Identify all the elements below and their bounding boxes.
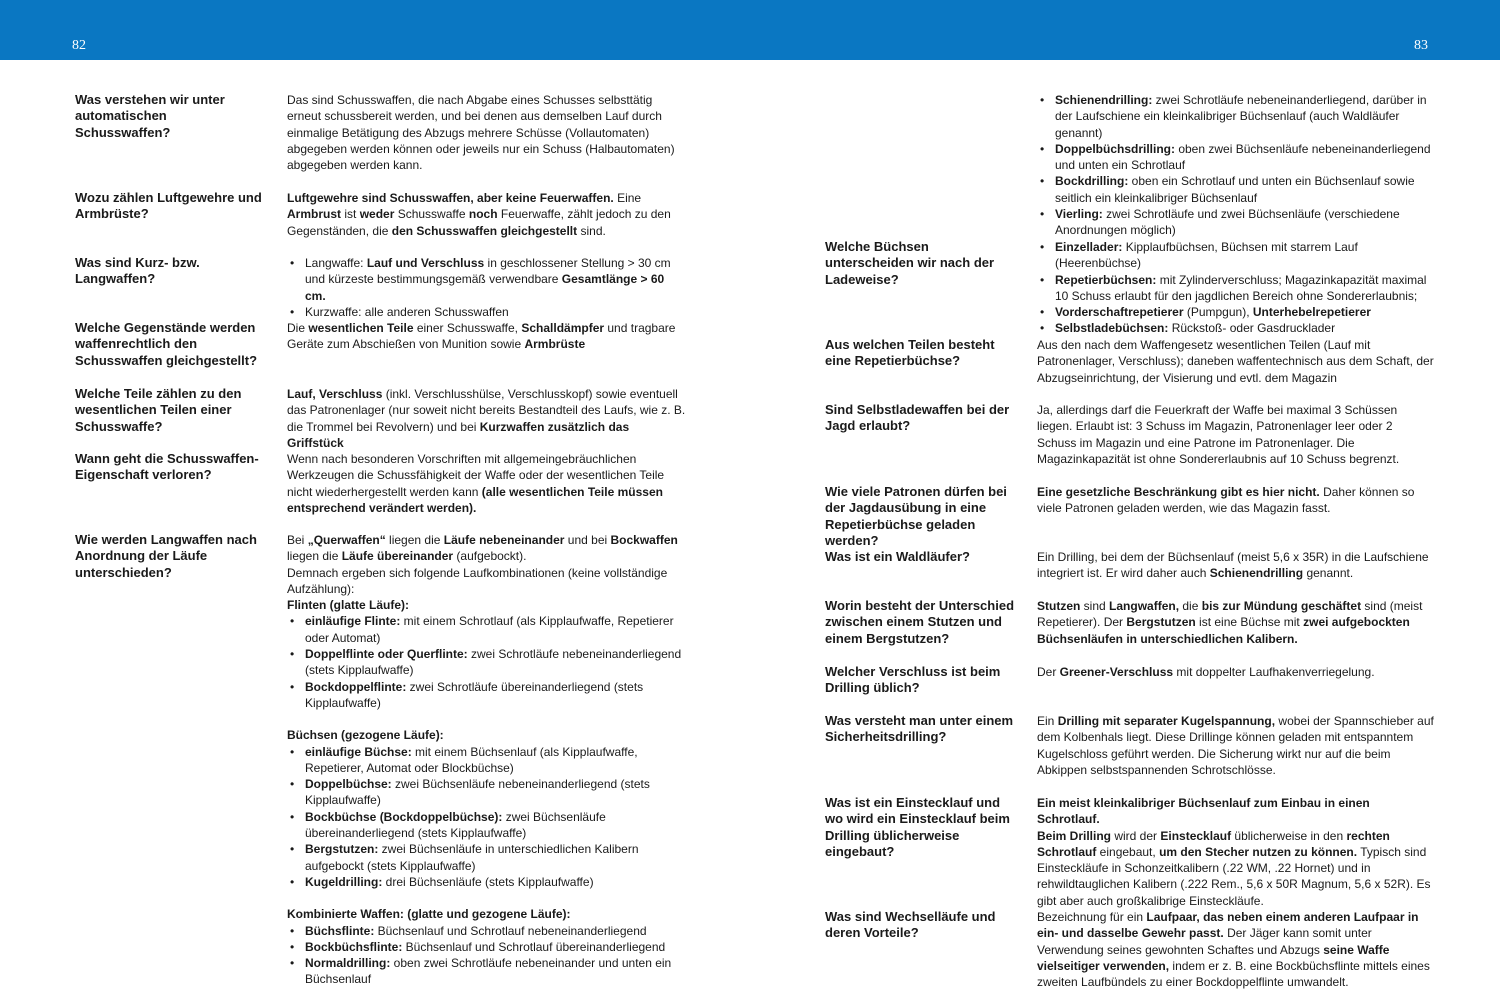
- list-item: • Vorderschaftrepetierer (Pumpgun), Unterhebelrepetierer: [1037, 304, 1435, 320]
- list-item: • Doppelbüchsdrilling: oben zwei Büchsenläufe nebeneinanderliegend und unten ein Schrotlauf: [1037, 141, 1435, 174]
- list-item: • Normaldrilling: oben zwei Schrotläufe nebeneinander und unten ein Büchsenlauf: [287, 955, 687, 988]
- list-item: • Kugeldrilling: drei Büchsenläufe (stets Kipplaufwaffe): [287, 874, 687, 890]
- answer: Lauf, Verschluss (inkl. Verschlusshülse, Verschlusskopf) sowie eventuell das Patronenlager (nur soweit nicht bereits Bestandteil des Laufs, wie z. B. die Trommel bei Revolvern) und bei Kurzwaffen zusätzlich das Griffstück: [287, 387, 686, 450]
- list-item: • Selbstladebüchsen: Rückstoß- oder Gasdrucklader: [1037, 320, 1435, 336]
- list-item: • Bockdoppelflinte: zwei Schrotläufe übereinanderliegend (stets Kipplaufwaffe): [287, 679, 687, 712]
- answer: Luftgewehre sind Schusswaffen, aber keine Feuerwaffen. Eine Armbrust ist weder Schusswaffe noch Feuerwaffe, zählt jedoch zu den Gegenständen, die den Schusswaffen gleichgestellt sind.: [287, 191, 671, 238]
- question: Sind Selbstladewaffen bei der Jagd erlaubt?: [825, 402, 1010, 434]
- answer: Eine gesetzliche Beschränkung gibt es hier nicht. Daher können so viele Patronen geladen werden, wie das Magazin fasst.: [1037, 485, 1415, 516]
- subheading: Flinten (glatte Läufe):: [287, 598, 409, 613]
- list-item: • Bergstutzen: zwei Büchsenläufe in unterschiedlichen Kalibern aufgebockt (stets Kipplaufwaffe): [287, 841, 687, 874]
- list-item: • einläufige Flinte: mit einem Schrotlauf (als Kipplaufwaffe, Repetierer oder Automat): [287, 613, 687, 646]
- header-bar: [0, 0, 1500, 60]
- list-item: • Doppelflinte oder Querflinte: zwei Schrotläufe nebeneinanderliegend (stets Kipplaufwaffe): [287, 646, 687, 679]
- list-item: • Vierling: zwei Schrotläufe und zwei Büchsenläufe (verschiedene Anordnungen möglich): [1037, 206, 1435, 239]
- list-item: • Einzellader: Kipplaufbüchsen, Büchsen mit starrem Lauf (Heerenbüchse): [1037, 239, 1435, 272]
- answer: Stutzen sind Langwaffen, die bis zur Mündung geschäftet sind (meist Repetierer). Der Bergstutzen ist eine Büchse mit zwei aufgebockten Büchsenläufen in unterschiedlichen Kalibern.: [1037, 599, 1423, 646]
- question: Was ist ein Einstecklauf und wo wird ein Einstecklauf beim Drilling üblicherweise eingebaut?: [825, 795, 1010, 859]
- question: Welcher Verschluss ist beim Drilling üblich?: [825, 664, 1001, 696]
- question: Was sind Kurz- bzw. Langwaffen?: [75, 255, 200, 287]
- list-item: • Büchsflinte: Büchsenlauf und Schrotlauf nebeneinanderliegend: [287, 923, 687, 939]
- answer: Ein Drilling, bei dem der Büchsenlauf (meist 5,6 x 35R) in die Laufschiene integriert ist. Er wird daher auch Schienendrilling genannt.: [1037, 550, 1429, 581]
- question: Wann geht die Schusswaffen-Eigenschaft verloren?: [75, 451, 259, 483]
- question: Wie werden Langwaffen nach Anordnung der Läufe unterschieden?: [75, 532, 257, 580]
- answer: Wenn nach besonderen Vorschriften mit allgemeingebräuchlichen Werkzeugen die Schussfähigkeit der Waffe oder der wesentlichen Teile nicht wiederhergestellt werden kann (alle wesentlichen Teile müssen entsprechend verändert werden).: [287, 452, 665, 515]
- list-item: • einläufige Büchse: mit einem Büchsenlauf (als Kipplaufwaffe, Repetierer, Automat oder Blockbüchse): [287, 744, 687, 777]
- answer: [1037, 239, 1435, 337]
- question: Was versteht man unter einem Sicherheitsdrilling?: [825, 713, 1014, 745]
- list-item: • Bockbüchse (Bockdoppelbüchse): zwei Büchsenläufe übereinanderliegend (stets Kipplaufwaffe): [287, 809, 687, 842]
- list-item: • Bockdrilling: oben ein Schrotlauf und unten ein Büchsenlauf sowie seitlich ein kleinkalibriger Büchsenlauf: [1037, 173, 1435, 206]
- list-item: • Doppelbüchse: zwei Büchsenläufe nebeneinanderliegend (stets Kipplaufwaffe): [287, 776, 687, 809]
- question: Wozu zählen Luftgewehre und Armbrüste?: [75, 190, 262, 222]
- list-item: • Langwaffe: Lauf und Verschluss in geschlossener Stellung > 30 cm und kürzeste bestimmungsgemäß verwendbare Gesamtlänge > 60 cm.: [287, 255, 687, 304]
- answer: [1037, 92, 1435, 239]
- page-number-left: 82: [72, 38, 86, 53]
- answer: Ja, allerdings darf die Feuerkraft der Waffe bei maximal 3 Schüssen liegen. Erlaubt ist: 3 Schuss im Magazin, Patronenlager leer oder 2 Schuss im Magazin und eine Patrone im Patronenlager. Die Magazinkapazität ist ohne Sondererlaubnis auf 10 Schuss begrenzt.: [1037, 403, 1400, 466]
- answer: [287, 255, 687, 320]
- page-number-right: 83: [1414, 38, 1428, 53]
- answer: Ein Drilling mit separater Kugelspannung, wobei der Spannschieber auf dem Kolbenhals liegt. Diese Drillinge können geladen mit entspanntem Kugelschloss geführt werden. Die Sicherung wirkt nur auf die beim Abkippen selbstspannenden Schrotschlösse.: [1037, 714, 1434, 777]
- question: Aus welchen Teilen besteht eine Repetierbüchse?: [825, 337, 995, 369]
- answer: Die wesentlichen Teile einer Schusswaffe, Schalldämpfer und tragbare Geräte zum Abschießen von Munition sowie Armbrüste: [287, 321, 676, 352]
- question: Welche Teile zählen zu den wesentlichen Teilen einer Schusswaffe?: [75, 386, 242, 434]
- answer: Bei „Querwaffen“ liegen die Läufe nebeneinander und bei Bockwaffen liegen die Läufe übereinander (aufgebockt). Demnach ergeben sich folgende Laufkombinationen (keine vollständige Aufzählung): Flinten (glatte Läufe): • einläufige Flinte: mit einem Schrotlauf (als Kipplaufwaffe, Repetierer oder Automat) • Doppelflinte oder Querflinte: zwei Schrotläufe nebeneinanderliegend (stets Kipplaufwaffe) • Bockdoppelflinte: zwei Schrotläufe übereinanderliegend (stets Kipplaufwaffe) Büchsen (gezogene Läufe): • einläufige Büchse: mit einem Büchsenlauf (als Kipplaufwaffe, Repetierer, Automat oder Blockbüchse) • Doppelbüchse: zwei Büchsenläufe nebeneinanderliegend (stets Kipplaufwaffe) • Bockbüchse (Bockdoppelbüchse): zwei Büchsenläufe übereinanderliegend (stets Kipplaufwaffe) • Bergstutzen: zwei Büchsenläufe in unterschiedlichen Kalibern aufgebockt (stets Kipplaufwaffe) • Kugeldrilling: drei Büchsenläufe (stets Kipplaufwaffe) Kombinierte Waffen: (glatte und gezogene Läufe): • Büchsflinte: Büchsenlauf und Schrotlauf nebeneinanderliegend • Bockbüchsflinte: Büchsenlauf und Schrotlauf übereinanderliegend • Normaldrilling: oben zwei Schrotläufe nebeneinander und unten ein Büchsenlauf: [287, 532, 687, 988]
- question: Wie viele Patronen dürfen bei der Jagdausübung in eine Repetierbüchse geladen werden?: [825, 484, 1007, 548]
- question: Welche Gegenstände werden waffenrechtlich den Schusswaffen gleichgestellt?: [75, 320, 258, 368]
- question: Was ist ein Waldläufer?: [825, 549, 970, 564]
- answer: Ein meist kleinkalibriger Büchsenlauf zum Einbau in einen Schrotlauf. Beim Drilling wird der Einstecklauf üblicherweise in den rechten Schrotlauf eingebaut, um den Stecher nutzen zu können. Typisch sind Einsteckläufe in Schonzeitkalibern (.22 WM, .22 Hornet) und in rehwildtauglichen Kalibern (.222 Rem., 5,6 x 50R Magnum, 5,6 x 52R). Es gibt aber auch großkalibrige Einsteckläufe.: [1037, 796, 1431, 908]
- question: Was sind Wechselläufe und deren Vorteile?: [825, 909, 996, 941]
- answer: Das sind Schusswaffen, die nach Abgabe eines Schusses selbsttätig erneut schussbereit werden, und bei denen aus demselben Lauf durch einmalige Betätigung des Abzugs mehrere Schüsse (Vollautomaten) abgegeben werden können oder jeweils nur ein Schuss (Halbautomaten) abgegeben werden kann.: [287, 93, 675, 173]
- subheading: Kombinierte Waffen: (glatte und gezogene Läufe):: [287, 907, 571, 922]
- list-item: • Kurzwaffe: alle anderen Schusswaffen: [287, 304, 687, 320]
- subheading: Büchsen (gezogene Läufe):: [287, 728, 444, 743]
- list-item: • Schienendrilling: zwei Schrotläufe nebeneinanderliegend, darüber in der Laufschiene ein kleinkalibriger Büchsenlauf (auch Waldläufer genannt): [1037, 92, 1435, 141]
- answer: Der Greener-Verschluss mit doppelter Laufhakenverriegelung.: [1037, 665, 1375, 679]
- question: Welche Büchsen unterscheiden wir nach der Ladeweise?: [825, 239, 995, 287]
- answer: Bezeichnung für ein Laufpaar, das neben einem anderen Laufpaar in ein- und dasselbe Gewehr passt. Der Jäger kann somit unter Verwendung seines gewohnten Schaftes und Abzugs seine Waffe vielseitiger verwenden, indem er z. B. eine Bockbüchsflinte mittels eines zweiten Laufbündels zu einer Bockdoppelflinte umwandelt.: [1037, 910, 1430, 990]
- question: Worin besteht der Unterschied zwischen einem Stutzen und einem Bergstutzen?: [825, 598, 1015, 646]
- list-item: • Repetierbüchsen: mit Zylinderverschluss; Magazinkapazität maximal 10 Schuss erlaubt für den jagdlichen Bereich ohne Sondererlaubnis;: [1037, 272, 1435, 305]
- question: Was verstehen wir unter automatischen Schusswaffen?: [75, 92, 225, 140]
- answer: Aus den nach dem Waffengesetz wesentlichen Teilen (Lauf mit Patronenlager, Verschluss); daneben waffentechnisch aus dem Schaft, der Abzugseinrichtung, der Visierung und evtl. dem Magazin: [1037, 338, 1434, 385]
- list-item: • Bockbüchsflinte: Büchsenlauf und Schrotlauf übereinanderliegend: [287, 939, 687, 955]
